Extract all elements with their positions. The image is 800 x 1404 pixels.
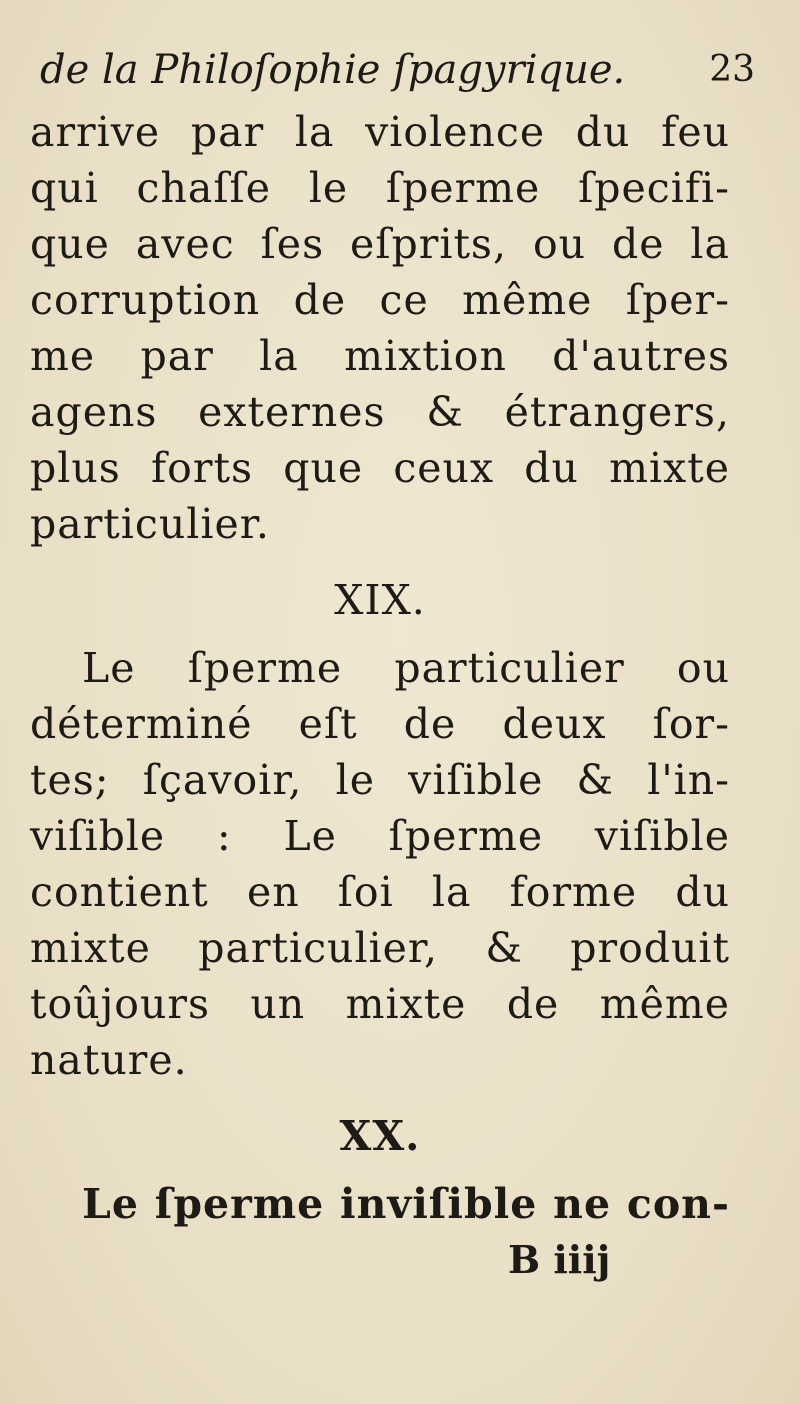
text-line: particulier. xyxy=(30,500,270,548)
text-line: Le ſperme inviſible ne con- xyxy=(82,1180,730,1228)
text-line: toûjours un mixte de même xyxy=(30,980,730,1028)
text-line: arrive par la violence du feu xyxy=(30,108,730,156)
paragraph-xx xyxy=(30,1176,730,1232)
text-line: qui chaſſe le ſperme ſpecifi- xyxy=(30,164,730,212)
section-heading-xx: XX. xyxy=(339,1112,421,1160)
text-line: déterminé eſt de deux ſor- xyxy=(30,700,730,748)
text-line: plus forts que ceux du mixte xyxy=(30,444,730,492)
page-number: 23 xyxy=(709,49,755,90)
running-head xyxy=(40,40,755,100)
text-line: me par la mixtion d'autres xyxy=(30,332,730,380)
text-line: tes; ſçavoir, le viſible & l'in- xyxy=(30,756,730,804)
page-body xyxy=(30,104,730,1288)
signature-mark: B iiij xyxy=(508,1237,611,1282)
section-heading-xix: XIX. xyxy=(334,576,426,624)
text-line: viſible : Le ſperme viſible xyxy=(30,812,730,860)
text-line: que avec ſes eſprits, ou de la xyxy=(30,220,730,268)
text-line: nature. xyxy=(30,1036,188,1084)
text-line: corruption de ce même ſper- xyxy=(30,276,730,324)
paragraph-continuation xyxy=(30,104,730,552)
text-line: agens externes & étrangers, xyxy=(30,388,730,436)
text-line: mixte particulier, & produit xyxy=(30,924,730,972)
running-head-title: de la Philoſophie ſpagyrique. xyxy=(40,47,626,93)
text-line: Le ſperme particulier ou xyxy=(82,644,730,692)
paragraph-xix xyxy=(30,640,730,1088)
text-line: contient en ſoi la forme du xyxy=(30,868,730,916)
